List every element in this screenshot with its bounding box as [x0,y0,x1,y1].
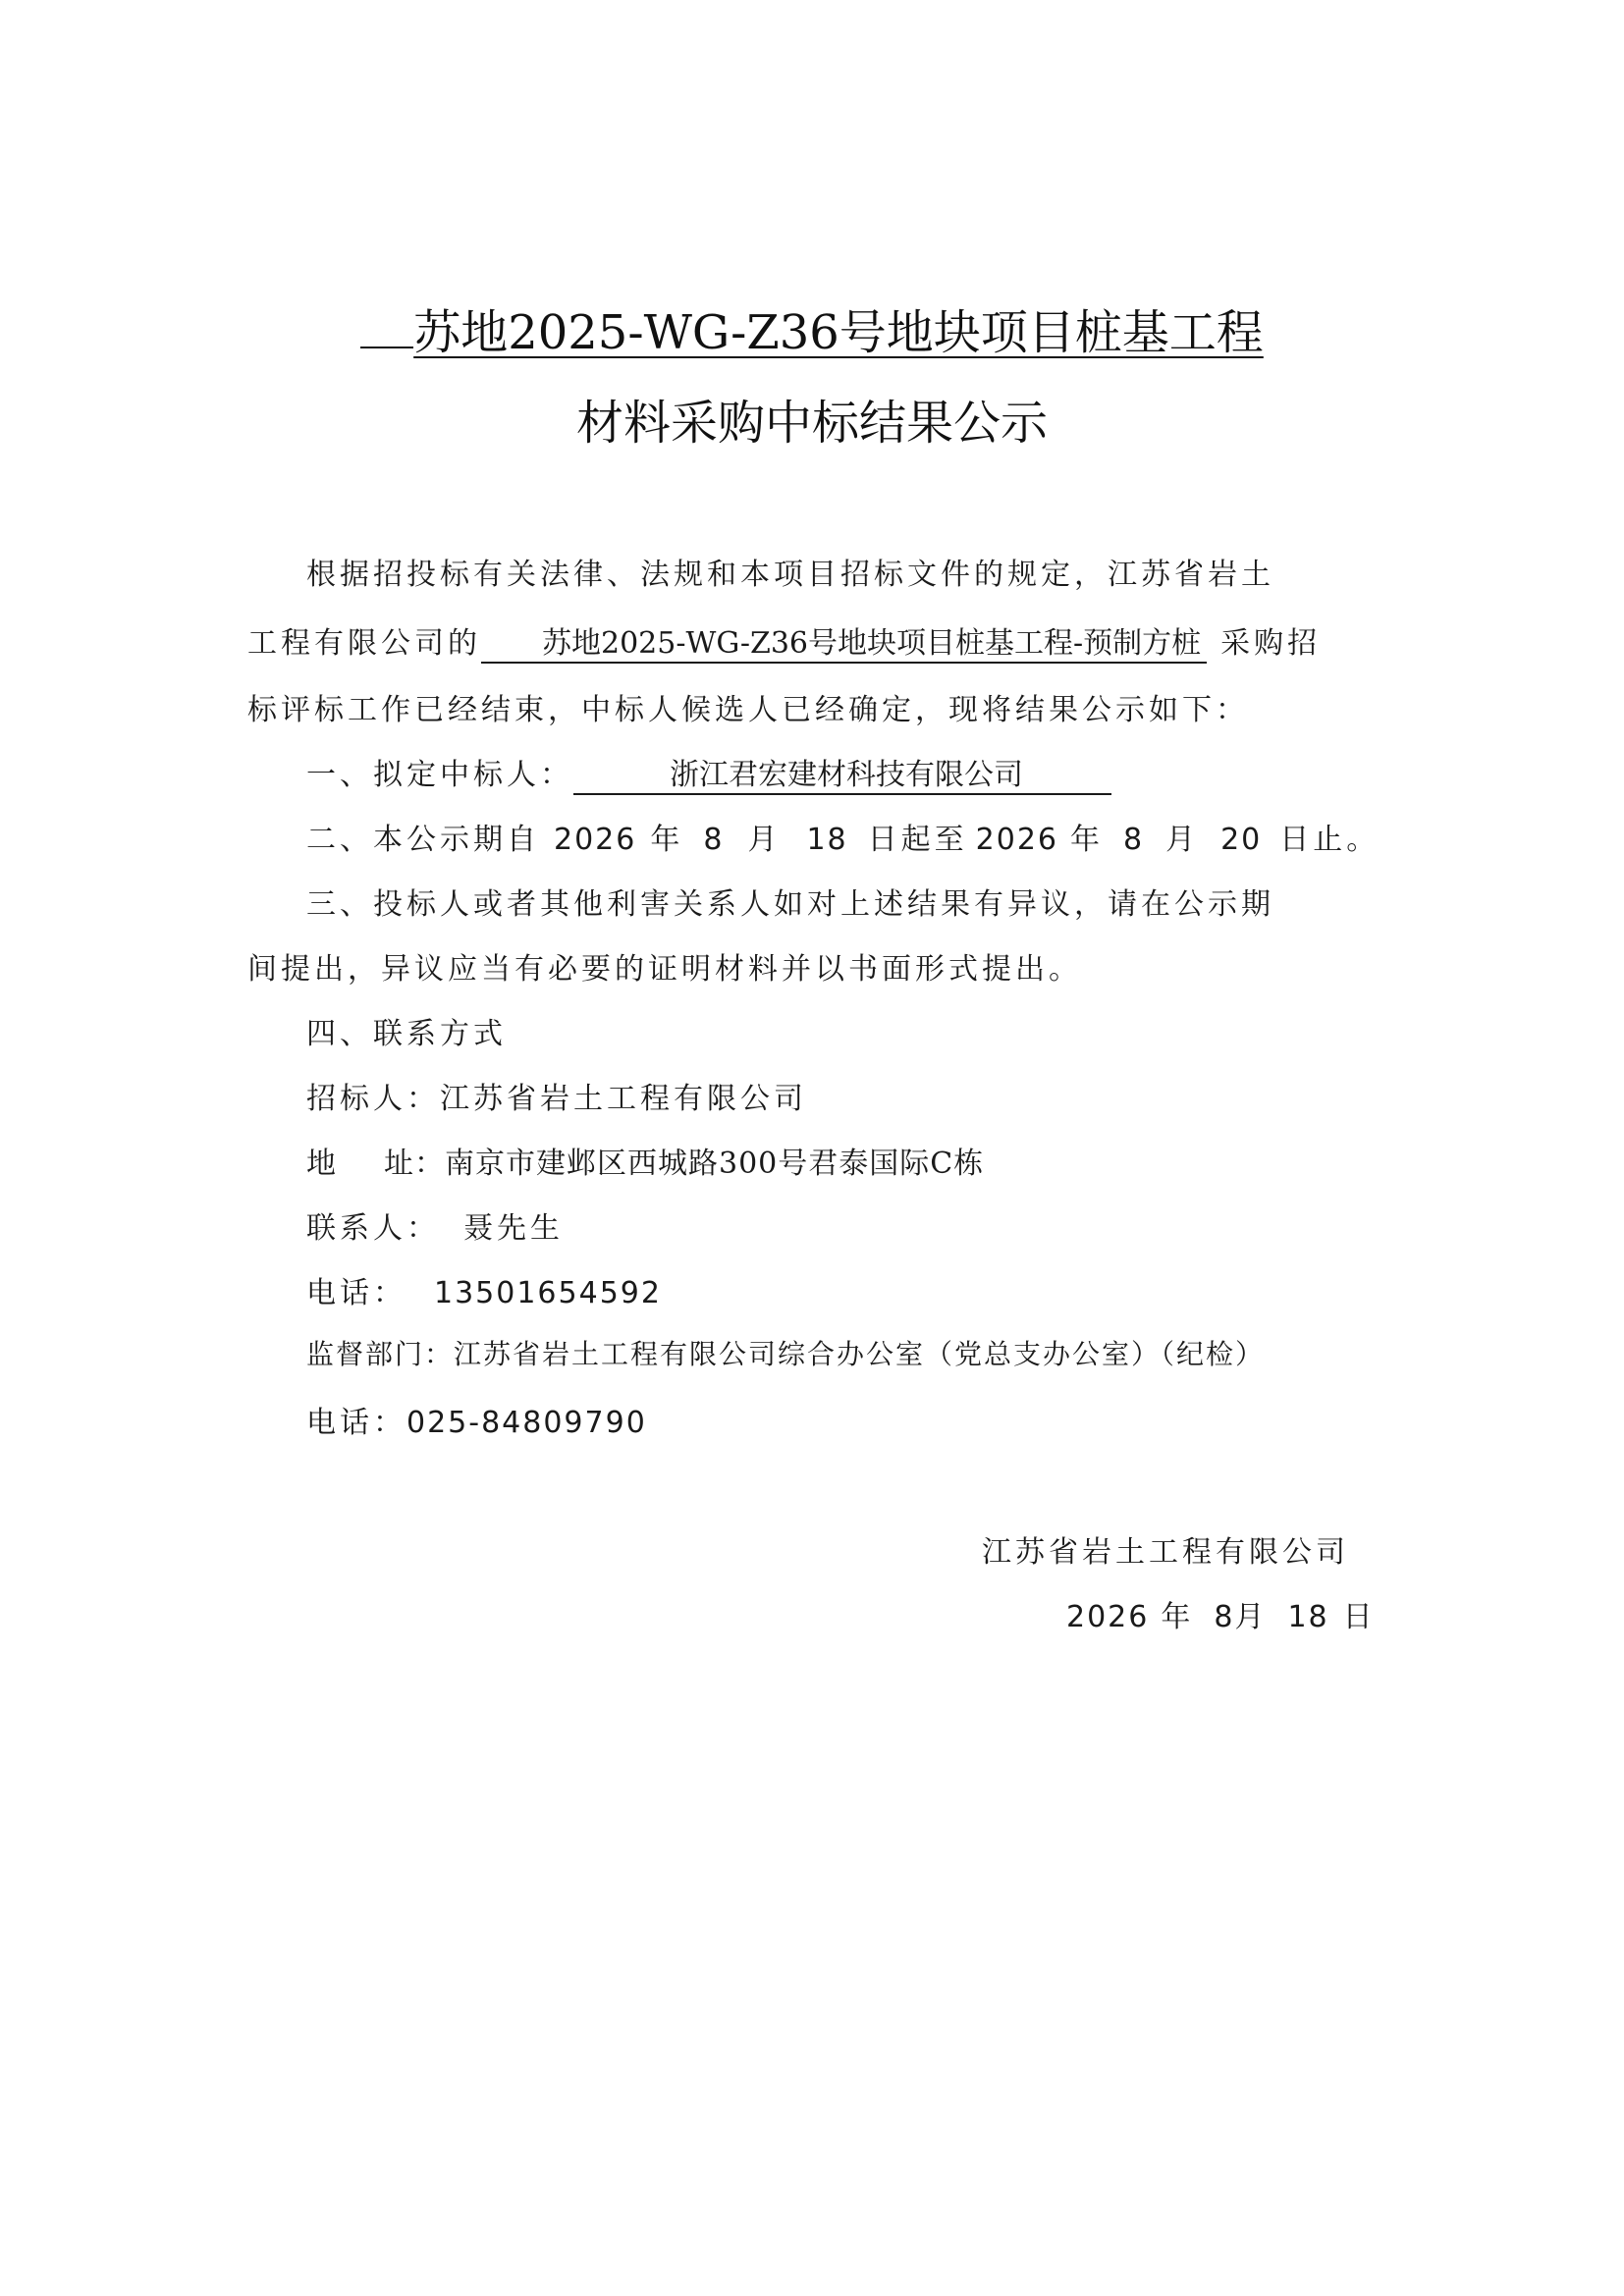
phone-label: 电话： [306,1276,406,1310]
tenderer-label: 招标人： [306,1082,440,1116]
phone-number: 13501654592 [434,1276,662,1310]
signature-month-label: 月 [1234,1600,1269,1634]
document-title-line1 [0,294,1624,362]
item3-line2: 间提出，异议应当有必要的证明材料并以书面形式提出。 [247,952,1082,987]
intro-line3: 标评标工作已经结束，中标人候选人已经确定，现将结果公示如下： [247,693,1249,727]
start-month: 8 [703,823,725,857]
supervision-label: 监督部门： [306,1338,455,1370]
document-title-line2: 材料采购中标结果公示 [575,396,1048,451]
item3-line1: 三、投标人或者其他利害关系人如对上述结果有异议，请在公示期 [306,887,1274,922]
title-underline-lead [360,307,413,348]
signature-year: 2026 [1066,1600,1150,1634]
start-year: 2026 [554,823,637,857]
address-value: 南京市建邺区西城路300号君泰国际C栋 [445,1147,985,1181]
item4-label: 四、联系方式 [306,1017,507,1051]
intro-suffix: 采购招 [1220,626,1322,661]
item2-text-mid: 日起至 [867,823,968,857]
intro-line1: 根据招投标有关法律、法规和本项目招标文件的规定，江苏省岩土 [306,558,1274,592]
address-line [306,1139,984,1182]
intro-line2 [247,618,1321,664]
phone-line [306,1268,662,1311]
project-name: 苏地2025-WG-Z36号地块项目桩基工程-预制方桩 [542,626,1202,661]
address-label-b: 址： [384,1147,445,1181]
item2 [306,815,1380,858]
contact-name: 聂先生 [463,1211,564,1246]
end-day: 20 [1220,823,1263,857]
item1-label: 一、拟定中标人： [306,758,573,792]
end-month-label: 月 [1165,823,1200,857]
phone2-number: 025-84809790 [406,1406,647,1440]
start-day: 18 [806,823,848,857]
end-year-label: 年 [1070,823,1104,857]
contact-line [306,1203,564,1247]
phone2-line [306,1398,647,1441]
start-year-label: 年 [650,823,684,857]
phone2-label: 电话： [306,1406,406,1440]
end-month: 8 [1123,823,1145,857]
project-name-blank [481,618,1207,664]
signature-day: 18 [1287,1600,1329,1634]
intro-prefix: 工程有限公司的 [247,626,481,661]
tenderer-line [306,1074,807,1117]
item2-text-a: 二、本公示期自 [306,823,540,857]
winner-name: 浙江君宏建材科技有限公司 [670,758,1023,792]
address-label-a: 地 [306,1147,337,1181]
signature-month: 8 [1214,1600,1235,1634]
end-year: 2026 [975,823,1058,857]
item2-text-end: 日止。 [1279,823,1380,857]
winner-blank [573,750,1111,795]
supervision-dept: 江苏省岩土工程有限公司综合办公室（党总支办公室）（纪检） [454,1338,1266,1370]
item1 [306,750,1111,795]
signature-day-label: 日 [1342,1600,1377,1634]
title-project-name: 苏地2025-WG-Z36号地块项目桩基工程 [413,305,1264,360]
start-month-label: 月 [747,823,782,857]
contact-label: 联系人： [306,1211,440,1246]
signature-date [1066,1592,1377,1635]
tenderer-name: 江苏省岩土工程有限公司 [440,1082,807,1116]
supervision-line [306,1333,1265,1372]
signature-company: 江苏省岩土工程有限公司 [982,1535,1349,1570]
signature-year-label: 年 [1161,1600,1195,1634]
